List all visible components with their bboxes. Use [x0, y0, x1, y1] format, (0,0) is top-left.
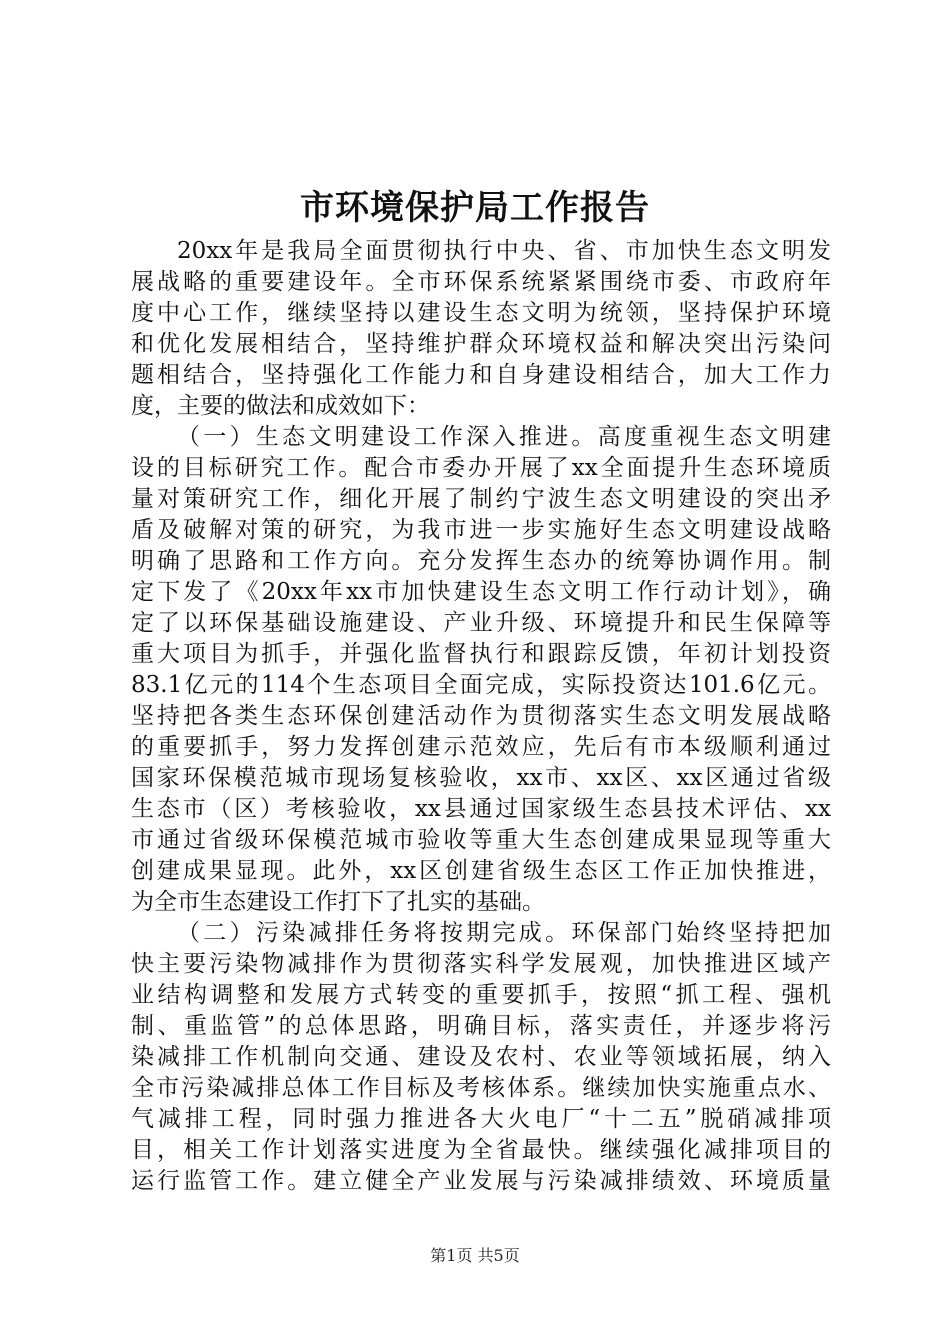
paragraph-line: 定了以环保基础设施建设、产业升级、环境提升和民生保障等: [131, 610, 831, 636]
paragraph-line: 的重要抓手，努力发挥创建示范效应，先后有市本级顺利通过: [131, 734, 831, 760]
paragraph-line: 量对策研究工作，细化开展了制约宁波生态文明建设的突出矛: [131, 486, 831, 512]
paragraph-line: 20xx年是我局全面贯彻执行中央、省、市加快生态文明发: [177, 238, 831, 264]
paragraph-line: 坚持把各类生态环保创建活动作为贯彻落实生态文明发展战略: [131, 703, 831, 729]
paragraph-line: 全市污染减排总体工作目标及考核体系。继续加快实施重点水、: [131, 1075, 831, 1101]
paragraph-line: 度，主要的做法和成效如下：: [131, 393, 430, 419]
paragraph-line: 和优化发展相结合，坚持维护群众环境权益和解决突出污染问: [131, 331, 831, 357]
paragraph-line: 定下发了《20xx年xx市加快建设生态文明工作行动计划》，确: [131, 579, 831, 605]
paragraph-line: 市通过省级环保模范城市验收等重大生态创建成果显现等重大: [131, 827, 831, 853]
paragraph-line: （一）生态文明建设工作深入推进。高度重视生态文明建: [177, 424, 831, 450]
paragraph-line: （二）污染减排任务将按期完成。环保部门始终坚持把加: [177, 920, 831, 946]
paragraph-line: 制、重监管”的总体思路，明确目标，落实责任，并逐步将污: [131, 1013, 831, 1039]
paragraph-line: 国家环保模范城市现场复核验收，xx市、xx区、xx区通过省级: [131, 765, 831, 791]
paragraph-line: 展战略的重要建设年。全市环保系统紧紧围绕市委、市政府年: [131, 269, 831, 295]
paragraph-line: 运行监管工作。建立健全产业发展与污染减排绩效、环境质量: [131, 1168, 831, 1194]
paragraph-line: 业结构调整和发展方式转变的重要抓手，按照“抓工程、强机: [131, 982, 831, 1008]
paragraph-line: 盾及破解对策的研究，为我市进一步实施好生态文明建设战略: [131, 517, 831, 543]
paragraph: [131, 236, 831, 422]
paragraph-line: 快主要污染物减排作为贯彻落实科学发展观，加快推进区域产: [131, 951, 831, 977]
paragraph-line: 生态市（区）考核验收，xx县通过国家级生态县技术评估、xx: [131, 796, 831, 822]
paragraph-line: 明确了思路和工作方向。充分发挥生态办的统筹协调作用。制: [131, 548, 831, 574]
page-footer: 第1页 共5页: [430, 1246, 520, 1265]
paragraph-line: 设的目标研究工作。配合市委办开展了xx全面提升生态环境质: [131, 455, 831, 481]
paragraph: [131, 918, 831, 1197]
paragraph-line: 重大项目为抓手，并强化监督执行和跟踪反馈，年初计划投资: [131, 641, 831, 667]
paragraph-line: 题相结合，坚持强化工作能力和自身建设相结合，加大工作力: [131, 362, 831, 388]
paragraph-line: 为全市生态建设工作打下了扎实的基础。: [131, 889, 545, 915]
paragraph-line: 创建成果显现。此外，xx区创建省级生态区工作正加快推进，: [131, 858, 831, 884]
document-body: [131, 236, 831, 1197]
paragraph-line: 83.1亿元的114个生态项目全面完成，实际投资达101.6亿元。: [131, 672, 831, 698]
paragraph-line: 度中心工作，继续坚持以建设生态文明为统领，坚持保护环境: [131, 300, 831, 326]
paragraph-line: 染减排工作机制向交通、建设及农村、农业等领域拓展，纳入: [131, 1044, 831, 1070]
paragraph-line: 目，相关工作计划落实进度为全省最快。继续强化减排项目的: [131, 1137, 831, 1163]
paragraph-line: 气减排工程，同时强力推进各大火电厂“十二五”脱硝减排项: [131, 1106, 831, 1132]
paragraph: [131, 422, 831, 918]
document-title: 市环境保护局工作报告: [300, 188, 650, 228]
